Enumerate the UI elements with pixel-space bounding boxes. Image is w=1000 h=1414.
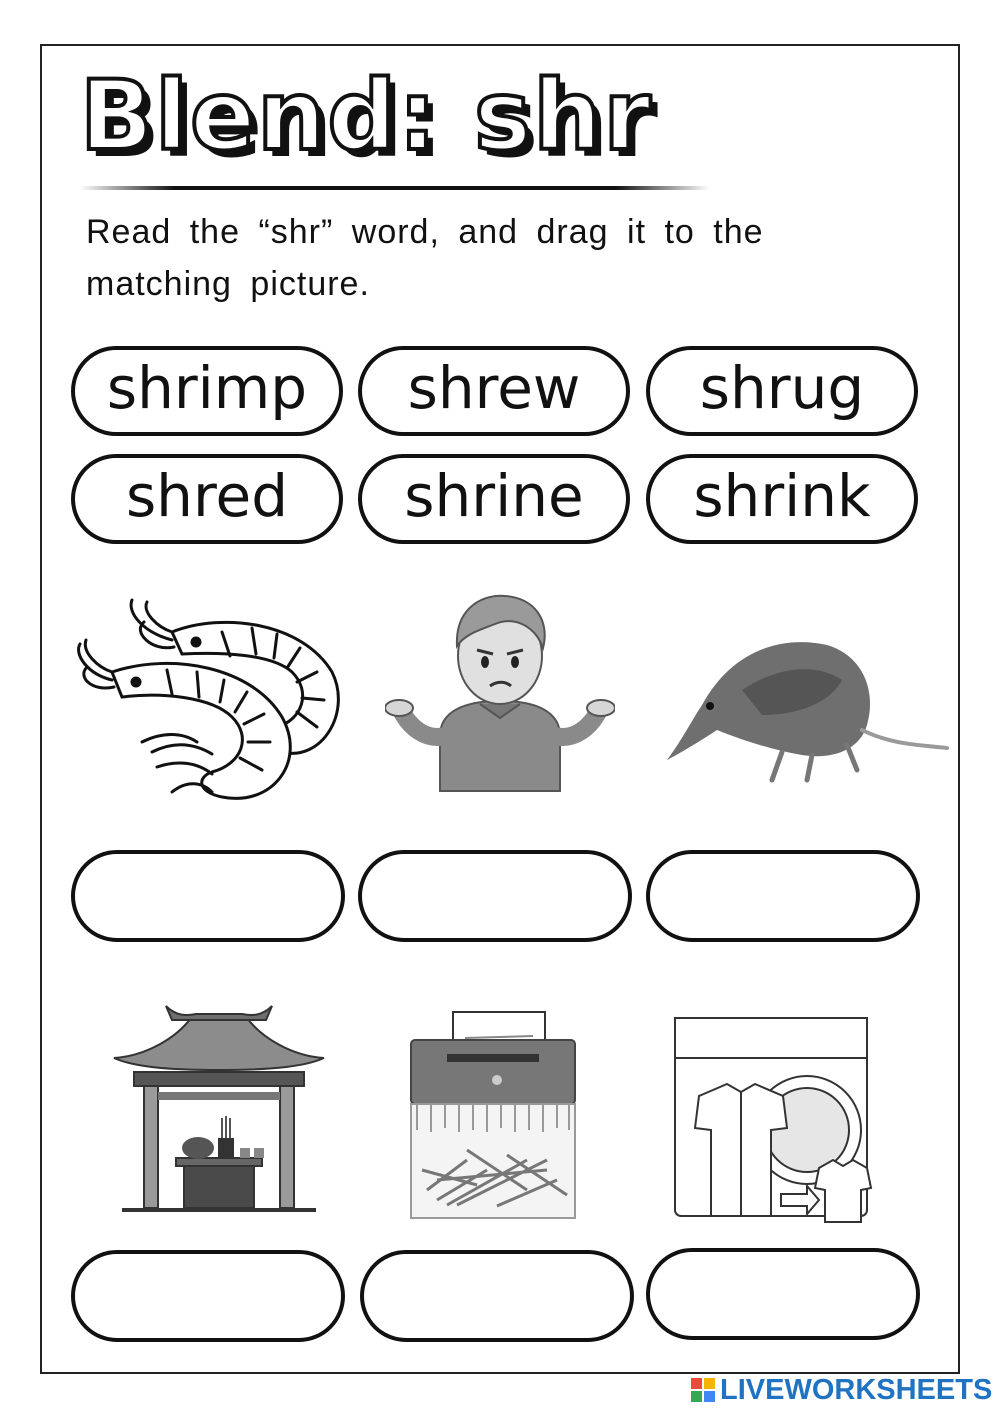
shrimp-picture [72,592,352,832]
word-label: shrink [693,462,871,530]
answer-slot-2[interactable] [358,850,632,942]
word-label: shred [125,462,289,530]
answer-slot-1[interactable] [71,850,345,942]
shrew-picture [662,620,952,785]
shrink-picture [657,1012,897,1228]
word-tile-shred[interactable] [71,454,343,544]
word-label: shrimp [106,354,308,422]
word-tile-shrine[interactable] [358,454,630,544]
answer-slot-3[interactable] [646,850,920,942]
shrine-picture [106,998,332,1220]
title-divider [80,186,710,190]
brand-name: LIVEWORKSHEETS [720,1373,993,1406]
word-label: shrine [404,462,584,530]
footer-brand [690,1374,992,1406]
shrug-picture [385,586,615,796]
word-tile-shrug[interactable] [646,346,918,436]
answer-slot-6[interactable] [646,1248,920,1340]
answer-slot-5[interactable] [360,1250,634,1342]
page-title: Blend: shr [80,60,653,172]
word-label: shrew [407,354,581,422]
answer-slot-4[interactable] [71,1250,345,1342]
instruction-text: Read the “shr” word, and drag it to the matching picture. [86,213,764,303]
word-tile-shrew[interactable] [358,346,630,436]
liveworksheets-logo-icon [690,1377,716,1403]
word-tile-shrimp[interactable] [71,346,343,436]
word-tile-shrink[interactable] [646,454,918,544]
word-label: shrug [699,354,865,422]
shred-picture [407,1010,579,1222]
